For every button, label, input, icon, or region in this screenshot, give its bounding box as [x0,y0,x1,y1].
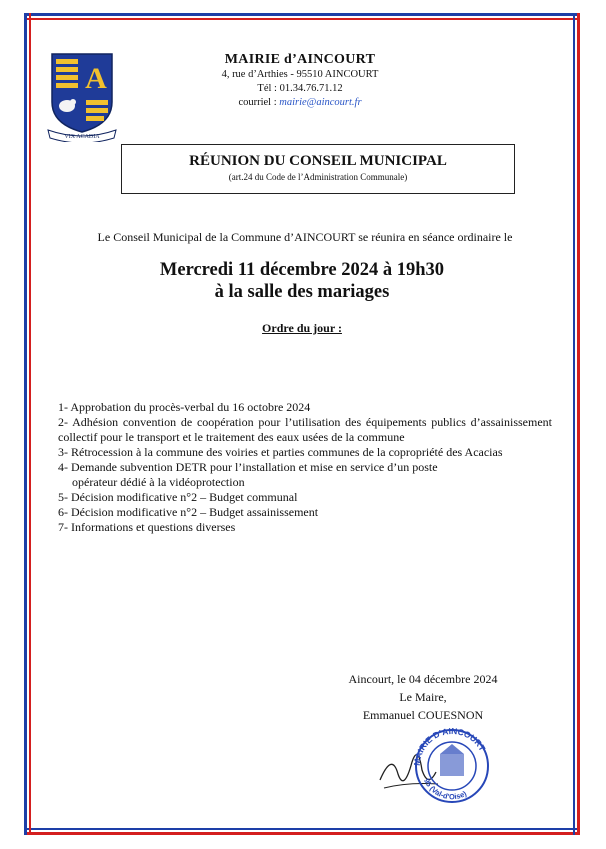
mairie-header [200,52,400,110]
svg-text:MAIRIE D’AINCOURT: MAIRIE D’AINCOURT [411,725,488,767]
meeting-place: à la salle des mariages [214,282,390,302]
agenda-item: 5- Décision modificative n°2 – Budget communal [58,490,298,504]
mairie-email-line: courriel : mairie@aincourt.fr [238,97,362,108]
agenda-item: 2- Adhésion convention de coopération pour l’utilisation des équipements publics d’assainissement collectif pour le transport et le traitement des eaux usées de la commune [58,415,552,444]
signature-role: Le Maire, [399,690,447,704]
agenda-item: 7- Informations et questions diverses [58,520,236,534]
coat-of-arms-icon [44,50,120,142]
document-subtitle: (art.24 du Code de l’Administration Communale) [228,172,408,182]
mairie-title: MAIRIE d’AINCOURT [224,52,376,67]
agenda-list [58,400,552,535]
svg-text:95 (Val-d’Oise): 95 (Val-d’Oise) [422,777,469,802]
svg-text:VIX ACADIA: VIX ACADIA [64,134,100,140]
email-link[interactable]: mairie@aincourt.fr [279,97,362,108]
svg-text:A: A [85,62,107,95]
mairie-phone: Tél : 01.34.76.71.12 [257,83,343,94]
document-title: RÉUNION DU CONSEIL MUNICIPAL [189,153,447,169]
order-heading: Ordre du jour : [262,321,342,335]
agenda-item: 3- Rétrocession à la commune des voiries et parties communes de la copropriété des Acacias [58,445,503,459]
official-stamp-icon [378,722,490,808]
signature-place-date: Aincourt, le 04 décembre 2024 [348,672,498,686]
title-box [121,144,515,194]
agenda-item-continuation: opérateur dédié à la vidéoprotection [72,475,245,489]
meeting-info [60,259,544,303]
agenda-item: 1- Approbation du procès-verbal du 16 octobre 2024 [58,400,311,414]
signature-name: Emmanuel COUESNON [362,708,484,722]
meeting-date: Mercredi 11 décembre 2024 à 19h30 [159,260,445,280]
intro-text: Le Conseil Municipal de la Commune d’AINCOURT se réunira en séance ordinaire le [97,230,513,244]
agenda-item: 4- Demande subvention DETR pour l’installation et mise en service d’un poste [58,460,438,474]
mairie-address: 4, rue d’Arthies - 95510 AINCOURT [221,69,379,80]
agenda-item: 6- Décision modificative n°2 – Budget assainissement [58,505,319,519]
signature-block [318,670,528,724]
